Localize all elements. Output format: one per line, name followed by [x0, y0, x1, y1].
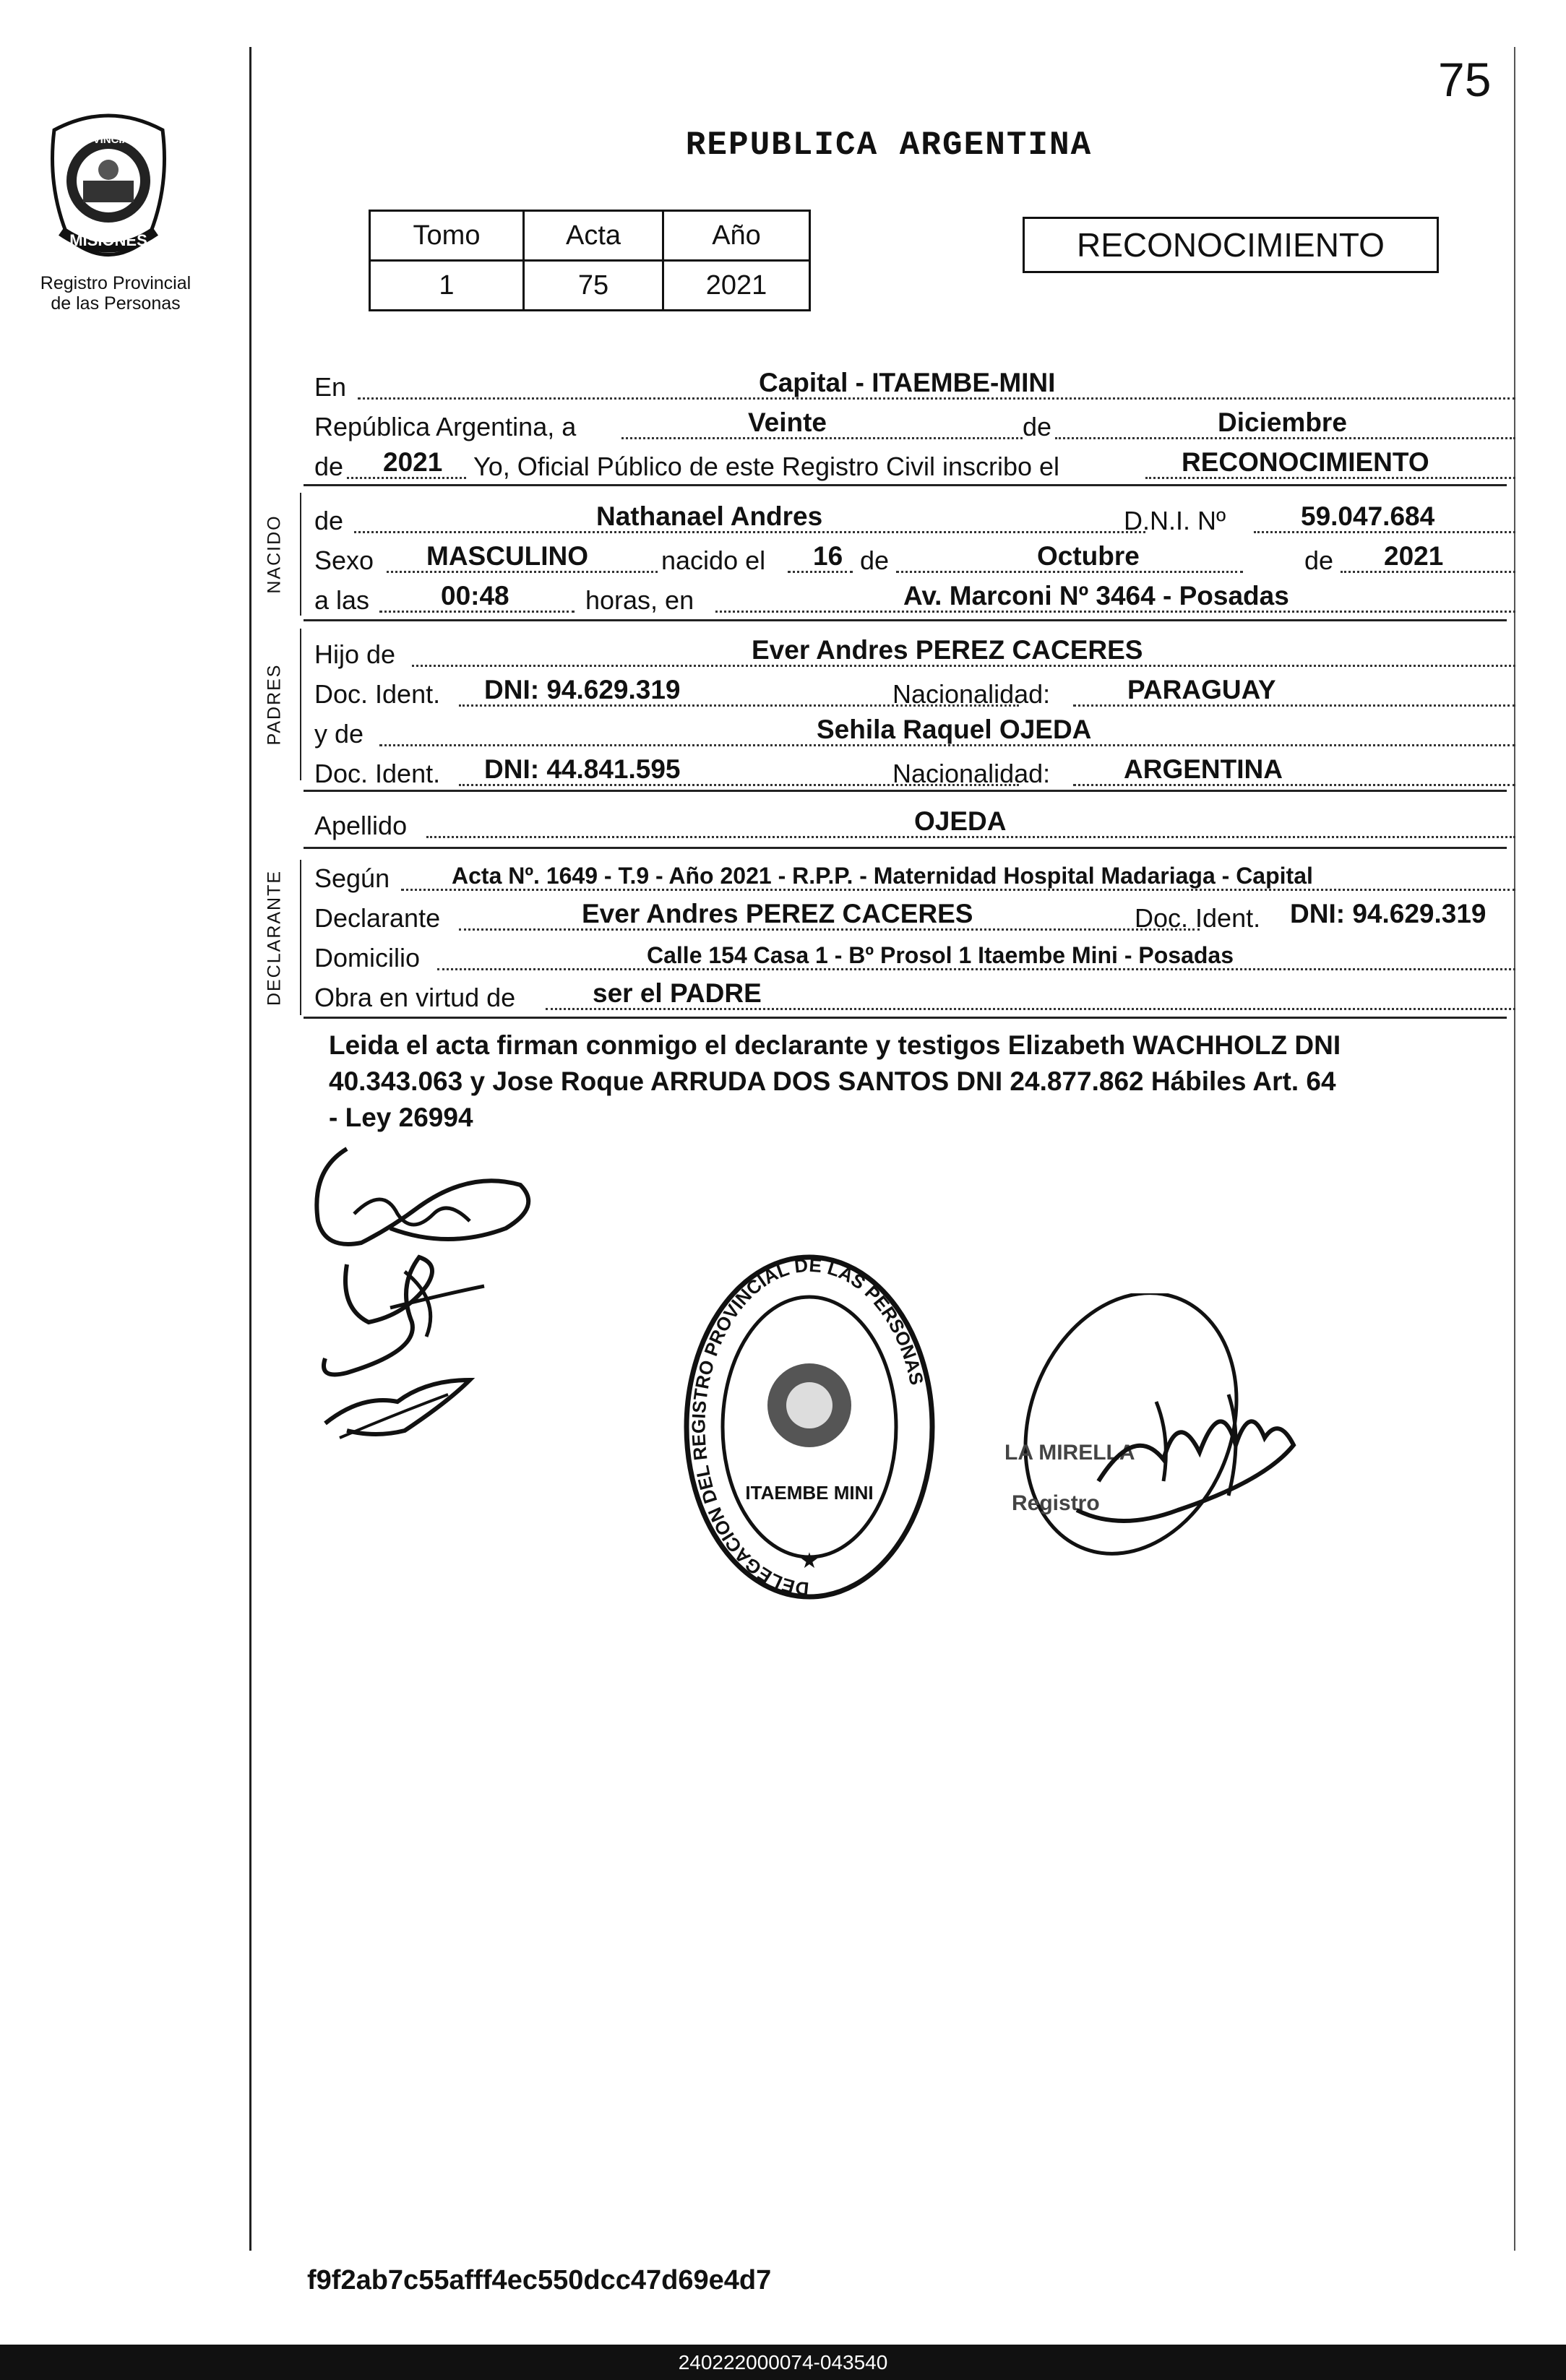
line-anio	[314, 444, 1515, 485]
label-domicilio: Domicilio	[314, 943, 421, 973]
closing-line1: Leida el acta firman conmigo el declarante y testigos Elizabeth WACHHOLZ DNI	[329, 1030, 1341, 1060]
value-madre: Sehila Raquel OJEDA	[817, 715, 1092, 744]
value-acto: RECONOCIMIENTO	[1182, 447, 1429, 477]
seal-ring-text: DELEGACION DEL REGISTRO PROVINCIAL DE LAS PERSONAS	[687, 1254, 928, 1600]
footer-barcode-text: 240222000074-043540	[0, 2345, 1566, 2380]
line-declarante	[314, 896, 1515, 936]
logo-caption-line1: Registro Provincial	[40, 273, 192, 293]
section-label-declarante	[257, 860, 293, 1015]
separator	[304, 484, 1507, 486]
value-lugar-nac: Av. Marconi Nº 3464 - Posadas	[903, 581, 1289, 611]
section-bar-declarante	[300, 860, 301, 1015]
separator	[304, 1017, 1507, 1019]
value-padre-nac: PARAGUAY	[1127, 675, 1276, 704]
value-declarante-doc: DNI: 94.629.319	[1290, 899, 1487, 928]
value-sexo: MASCULINO	[426, 541, 589, 571]
value-lugar: Capital - ITAEMBE-MINI	[759, 368, 1056, 397]
emblem-text-bottom: MISIONES	[69, 231, 147, 249]
line-apellido	[314, 803, 1515, 844]
signatures-left	[304, 1142, 549, 1452]
line-padre-doc	[314, 672, 1515, 712]
section-label-padres	[257, 629, 293, 780]
value-hora: 00:48	[441, 581, 509, 611]
page-title: REPUBLICA ARGENTINA	[685, 126, 1093, 164]
seal-inner-text: ITAEMBE MINI	[745, 1482, 874, 1504]
value-dia: Veinte	[748, 408, 827, 437]
line-en	[314, 365, 1515, 405]
value-anio: 2021	[383, 447, 443, 477]
line-hora	[314, 578, 1515, 618]
star-icon: ★	[799, 1548, 819, 1574]
value-mes: Diciembre	[1218, 408, 1347, 437]
stamp-line2: Registro	[1012, 1491, 1100, 1515]
label-nacido-el: nacido el	[661, 546, 766, 575]
line-madre-doc	[314, 751, 1515, 792]
line-obra	[314, 975, 1515, 1016]
line-hijo-de	[314, 632, 1515, 673]
line-domicilio	[314, 936, 1515, 976]
page-number: 75	[1438, 53, 1492, 106]
label-doc-ident-1: Doc. Ident.	[314, 679, 441, 709]
line-nombre	[314, 499, 1515, 539]
separator	[304, 619, 1507, 621]
value-madre-doc: DNI: 44.841.595	[484, 754, 681, 784]
value-anio-nac: 2021	[1384, 541, 1444, 571]
label-obra: Obra en virtud de	[314, 983, 516, 1012]
signature-right	[990, 1293, 1351, 1597]
section-bar-padres	[300, 629, 301, 780]
value-nombre: Nathanael Andres	[596, 501, 823, 531]
section-label-nacido	[257, 493, 293, 616]
line-y-de	[314, 712, 1515, 752]
label-declarante: Declarante	[314, 903, 441, 933]
closing-line2: 40.343.063 y Jose Roque ARRUDA DOS SANTOS DNI 24.877.862 Hábiles Art. 64	[329, 1066, 1336, 1096]
official-seal	[676, 1250, 943, 1611]
value-madre-nac: ARGENTINA	[1124, 754, 1283, 784]
line-segun	[314, 856, 1515, 897]
line-republica	[314, 405, 1515, 445]
line-sexo	[314, 538, 1515, 579]
separator	[304, 790, 1507, 792]
document-hash: f9f2ab7c55afff4ec550dcc47d69e4d7	[307, 2265, 772, 2295]
value-dni: 59.047.684	[1301, 501, 1435, 531]
label-a-las: a las	[314, 585, 370, 615]
closing-text	[329, 1027, 1500, 1136]
label-republica: República Argentina, a	[314, 412, 577, 441]
label-de-mes-nac: de	[860, 546, 890, 575]
value-obra: ser el PADRE	[593, 978, 762, 1008]
register-value-tomo: 1	[370, 261, 524, 311]
register-value-anio: 2021	[663, 261, 810, 311]
register-header-row	[370, 211, 810, 261]
value-padre: Ever Andres PEREZ CACERES	[752, 635, 1143, 665]
register-table	[369, 210, 811, 311]
margin-line-left	[249, 47, 251, 2251]
value-segun: Acta Nº. 1649 - T.9 - Año 2021 - R.P.P. - Maternidad Hospital Madariaga - Capital	[452, 863, 1313, 889]
closing-line3: - Ley 26994	[329, 1103, 473, 1132]
label-de-anio-nac: de	[1304, 546, 1334, 575]
label-doc-ident-2: Doc. Ident.	[314, 759, 441, 788]
register-value-acta: 75	[524, 261, 663, 311]
emblem-text-top: PROVINCIA DE	[69, 134, 147, 146]
value-domicilio: Calle 154 Casa 1 - Bº Prosol 1 Itaembe Mini - Posadas	[647, 942, 1234, 968]
label-hijo-de: Hijo de	[314, 639, 396, 669]
label-nacionalidad-1: Nacionalidad:	[892, 679, 1051, 709]
register-header-tomo: Tomo	[370, 211, 524, 261]
label-en: En	[314, 372, 347, 402]
label-apellido: Apellido	[314, 811, 408, 840]
label-de-nombre: de	[314, 506, 344, 535]
label-doc-ident-decl: Doc. Ident.	[1135, 903, 1261, 933]
value-mes-nac: Octubre	[1037, 541, 1140, 571]
label-de-anio: de	[314, 452, 344, 481]
register-value-row	[370, 261, 810, 311]
label-de-mes: de	[1023, 412, 1052, 441]
label-yo-oficial: Yo, Oficial Público de este Registro Civil inscribo el	[473, 452, 1060, 481]
value-apellido: OJEDA	[914, 806, 1007, 836]
section-label-nacido-text: NACIDO	[264, 514, 285, 594]
register-header-acta: Acta	[524, 211, 663, 261]
label-y-de: y de	[314, 719, 364, 749]
section-label-declarante-text: DECLARANTE	[264, 869, 285, 1006]
label-horas-en: horas, en	[585, 585, 694, 615]
stamp-line1: LA MIRELLA	[1004, 1441, 1135, 1465]
act-type-box: RECONOCIMIENTO	[1023, 217, 1439, 273]
logo-caption-line2: de las Personas	[51, 293, 181, 314]
label-segun: Según	[314, 863, 390, 893]
value-padre-doc: DNI: 94.629.319	[484, 675, 681, 704]
section-bar-nacido	[300, 493, 301, 616]
section-label-padres-text: PADRES	[264, 663, 285, 746]
province-emblem	[40, 101, 177, 282]
label-nacionalidad-2: Nacionalidad:	[892, 759, 1051, 788]
logo-caption	[22, 273, 210, 314]
value-declarante: Ever Andres PEREZ CACERES	[582, 899, 973, 928]
value-dia-nac: 16	[813, 541, 843, 571]
separator	[304, 847, 1507, 849]
label-dni: D.N.I. Nº	[1124, 506, 1226, 535]
label-sexo: Sexo	[314, 546, 374, 575]
register-header-anio: Año	[663, 211, 810, 261]
